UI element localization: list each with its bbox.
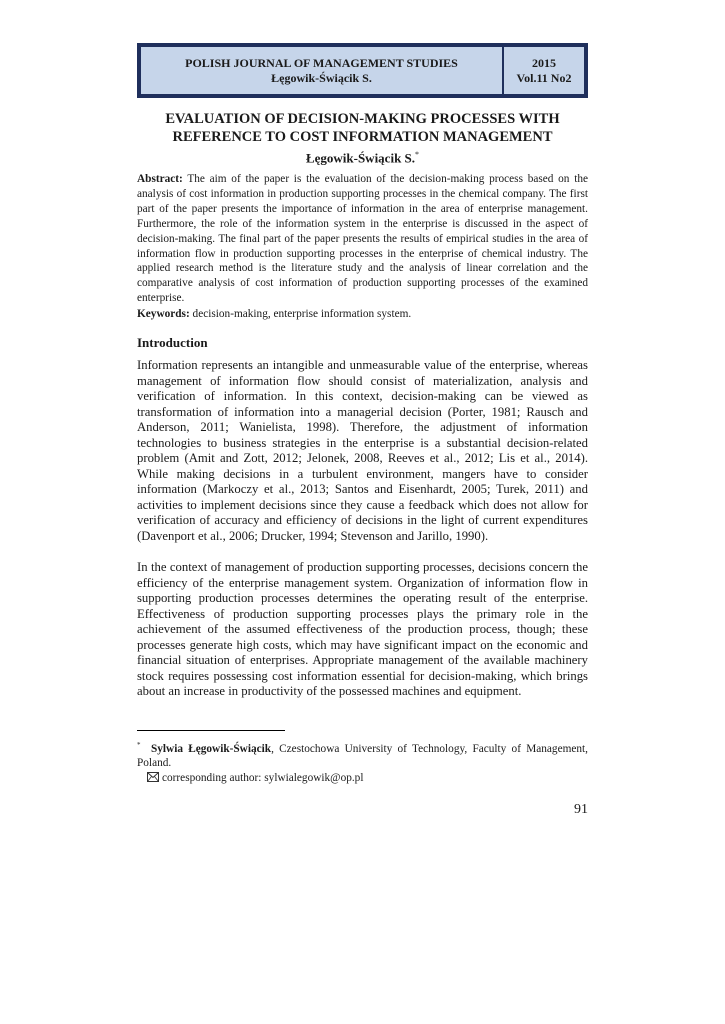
footnote-affiliation <box>137 738 588 771</box>
paper-title-line-2: REFERENCE TO COST INFORMATION MANAGEMENT <box>172 129 553 145</box>
keywords-text: decision-making, enterprise information system. <box>192 308 412 320</box>
paper-title-line-1: EVALUATION OF DECISION-MAKING PROCESSES WITH <box>165 111 560 127</box>
footnote-separator <box>137 730 285 731</box>
keywords-label: Keywords: <box>137 308 190 320</box>
footnote-author-name: Sylwia Łęgowik-Świącik <box>150 742 272 755</box>
corresponding-author-email[interactable]: corresponding author: sylwialegowik@op.pl <box>162 771 364 784</box>
abstract <box>137 172 588 306</box>
page-number: 91 <box>574 802 588 817</box>
abstract-text: The aim of the paper is the evaluation of the decision-making process based on the analysis of cost information in production supporting processes in the chemical company. The first part of the paper presents the importance of information in the area of enterprise management. Furthermore, the role of the information system in the enterprise is discussed in the aspect of decision-making. The final part of the paper presents the results of empirical studies in the area of information flow in production supporting processes in the enterprise of chemical industry. The applied research method is the literature study and the analysis of linear correlation and the comparative analysis of cost information of production supporting processes of the examined enterprise. <box>137 173 588 305</box>
header-volume: Vol.11 No2 <box>516 70 572 85</box>
journal-header-title-box <box>141 47 502 94</box>
footnote <box>137 738 588 785</box>
introduction-paragraph-1: Information represents an intangible and unmeasurable value of the enterprise, whereas management of information flow should consist of materialization, analysis and verification of information. In this context, decision-making can be viewed as transformation of information into a managerial decision (Porter, 1981; Rausch and Anderson, 2011; Wanielista, 1998). Therefore, the adjustment of information technologies to business strategies in the enterprise is a substantial decision-related problem (Amit and Zott, 2012; Jelonek, 2008, Reeves et al., 2012; Lis et al., 2014). While making decisions in a turbulent environment, mangers have to consider information (Markoczy et al., 2013; Santos and Eisenhardt, 2005; Turek, 2011) and activities to implement decisions since they cause a feedback which does not allow for verification of accuracy and efficiency of decisions in the light of current expenditures (Davenport et al., 2006; Drucker, 1994; Stevenson and Jarillo, 1990). <box>137 358 588 543</box>
header-author: Łęgowik-Świącik S. <box>271 70 372 85</box>
footnote-contact <box>137 771 588 786</box>
introduction-paragraph-2: In the context of management of production supporting processes, decisions concern the efficiency of the enterprise management system. Organization of information flow in supporting production processes determines the operating result of the enterprise. Effectiveness of production supporting processes plays the primary role in the achievement of the assumed effectiveness of the production process, though; these processes generate high costs, which may have significant impact on the economic and financial situation of enterprises. Appropriate management of the available machinery stock requires possessing cost information essential for decision-making, which brings about an increase in productivity of the possessed machines and equipment. <box>137 560 588 698</box>
journal-header <box>137 43 588 98</box>
keywords <box>137 307 588 322</box>
paper-title <box>137 110 588 146</box>
journal-header-issue-box <box>504 47 584 94</box>
abstract-label: Abstract: <box>137 173 183 185</box>
footnote-mark: * <box>137 741 141 749</box>
envelope-icon <box>147 772 159 782</box>
author-footnote-mark: * <box>415 150 420 159</box>
header-year: 2015 <box>532 55 556 70</box>
footnote-affiliation-text: , Czestochowa University of Technology, Faculty of Management, Poland. <box>137 742 588 770</box>
journal-name: POLISH JOURNAL OF MANAGEMENT STUDIES <box>185 55 458 70</box>
author-name: Łęgowik-Świącik S. <box>305 150 416 166</box>
paper-author <box>137 150 588 166</box>
section-heading-introduction: Introduction <box>137 335 208 350</box>
